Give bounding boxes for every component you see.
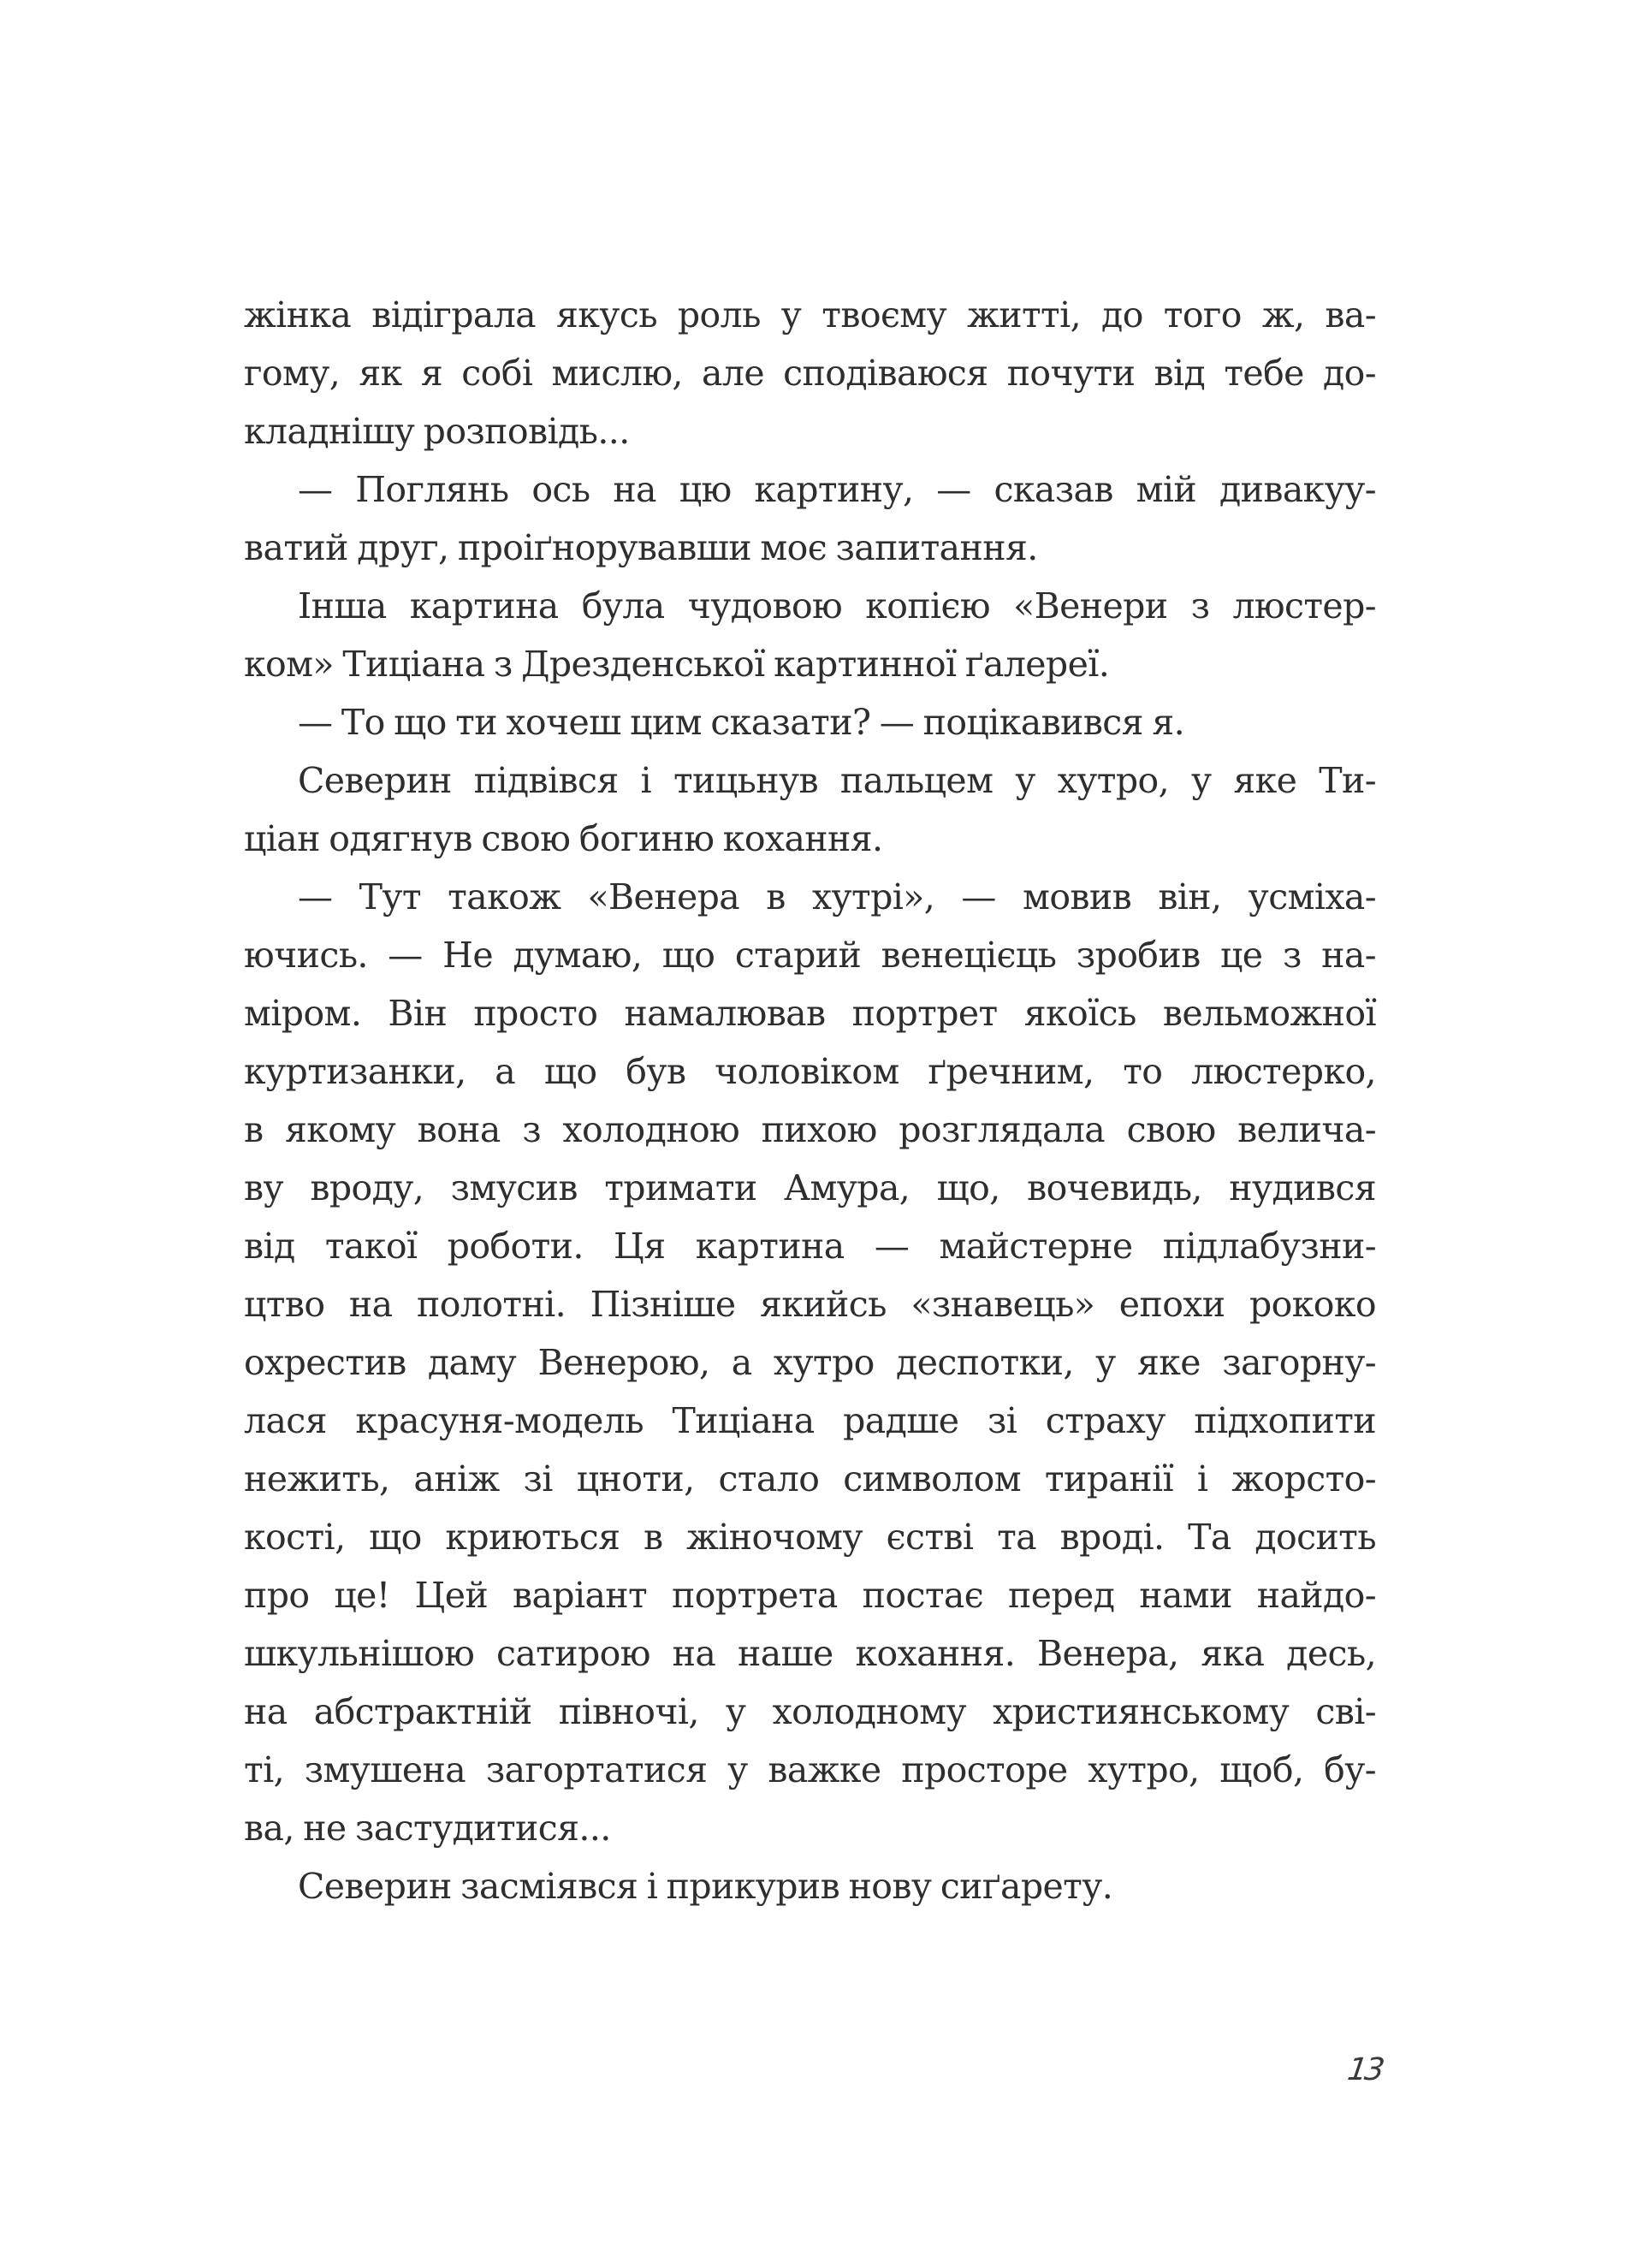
text-line: Інша картина була чудовою копією «Венери з люстер- [298, 585, 1376, 626]
text-line: ючись. — Не думаю, що старий венецієць зробив це з на- [244, 935, 1376, 976]
text-line: куртизанки, а що був чоловіком ґречним, то люстерко, [244, 1051, 1376, 1092]
text-line: шкульнішою сатирою на наше кохання. Венера, яка десь, [244, 1633, 1376, 1674]
text-line: цтво на полотні. Пізніше якийсь «знавець» епохи рококо [244, 1284, 1376, 1325]
text-line: охрестив даму Венерою, а хутро деспотки, у яке загорну- [244, 1342, 1376, 1383]
text-line: лася красуня-модель Тиціана радше зі страху підхопити [244, 1400, 1376, 1441]
text-line: на абстрактній півночі, у холодному християнському сві- [244, 1691, 1376, 1732]
text-line: Северин підвівся і тицьнув пальцем у хутро, у яке Ти- [298, 760, 1376, 801]
text-line: — Поглянь ось на цю картину, — сказав мій дивакуу- [298, 469, 1376, 510]
text-line: міром. Він просто намалював портрет якоїсь вельможної [244, 993, 1376, 1034]
text-line: ву вроду, змусив тримати Амура, що, вочевидь, нудився [244, 1167, 1376, 1208]
text-line: жінка відіграла якусь роль у твоєму житті, до того ж, ва- [244, 294, 1376, 335]
text-line: ціан одягнув свою богиню кохання. [244, 818, 883, 859]
text-line: кладнішу розповідь... [244, 411, 630, 452]
page-number: 13 [1345, 2052, 1385, 2087]
text-line: ва, не застудитися... [244, 1808, 611, 1849]
text-line: — Тут також «Венера в хутрі», — мовив він, усміха- [298, 876, 1376, 917]
text-line: ватий друг, проіґнорувавши моє запитання. [244, 527, 1038, 568]
text-line: Северин засміявся і прикурив нову сиґарету. [298, 1866, 1113, 1907]
text-line: ті, змушена загортатися у важке просторе хутро, щоб, бу- [244, 1749, 1376, 1790]
text-line: — То що ти хочеш цим сказати? — поцікавився я. [298, 702, 1185, 743]
text-line: від такої роботи. Ця картина — майстерне підлабузни- [244, 1226, 1376, 1267]
text-line: ком» Тиціана з Дрезденської картинної ґалереї. [244, 644, 1110, 685]
text-line: нежить, аніж зі цноти, стало символом тиранії і жорсто- [244, 1458, 1376, 1499]
text-line: про це! Цей варіант портрета постає перед нами найдо- [244, 1575, 1376, 1616]
text-line: кості, що криються в жіночому єстві та вроді. Та досить [244, 1517, 1376, 1558]
text-line: в якому вона з холодною пихою розглядала свою велича- [244, 1109, 1376, 1150]
text-line: гому, як я собі мислю, але сподіваюся почути від тебе до- [244, 353, 1376, 394]
body-text [244, 286, 1376, 1915]
